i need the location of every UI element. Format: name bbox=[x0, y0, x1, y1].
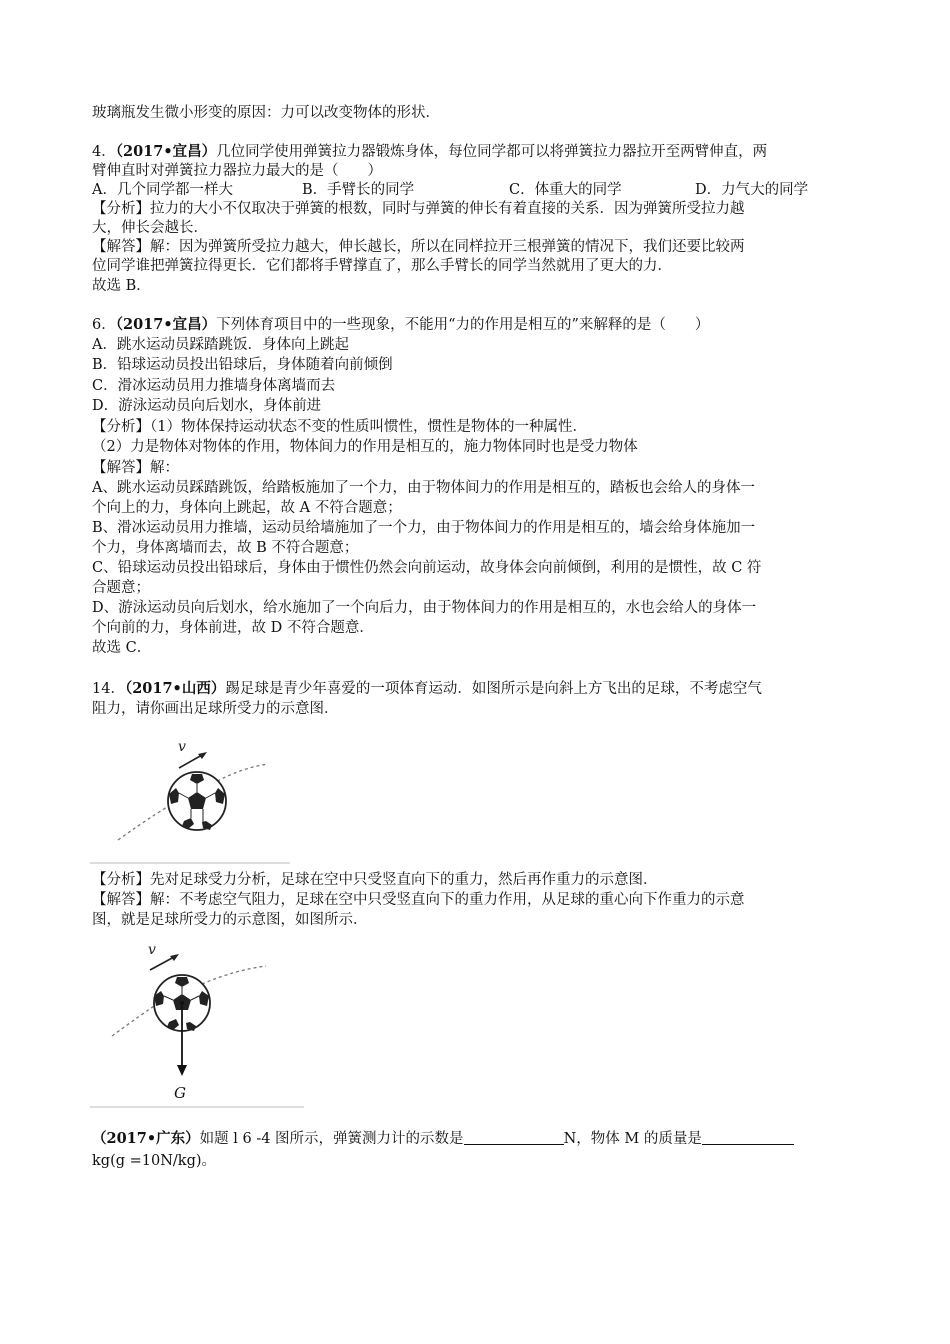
q6-option-b: B．铅球运动员投出铅球后，身体随着向前倾倒 bbox=[92, 357, 393, 373]
q6-answer-label: 【解答】 bbox=[92, 460, 150, 476]
q14-stem-line-2: 阻力，请你画出足球所受力的示意图． bbox=[92, 701, 339, 717]
soccer-ball-icon bbox=[168, 772, 226, 830]
q4-source: （2017•宜昌） bbox=[115, 143, 217, 160]
q6-option-c: C．滑冰运动员用力推墙身体离墙而去 bbox=[92, 378, 336, 394]
q6-option-a: A．跳水运动员踩踏跳饭．身体向上跳起 bbox=[92, 337, 349, 353]
intro-line: 玻璃瓶发生微小形变的原因：力可以改变物体的形状． bbox=[92, 105, 440, 121]
q4-stem-line-1 bbox=[92, 143, 767, 161]
q6-option-d: D．游泳运动员向后划水，身体前进 bbox=[92, 398, 322, 414]
velocity-label: v bbox=[148, 942, 156, 958]
q4-choice: 故选 B． bbox=[92, 278, 151, 294]
q-last-stem-a: 如题 l 6 -4 图所示，弹簧测力计的示数是 bbox=[199, 1131, 464, 1147]
q4-stem-text: 几位同学使用弹簧拉力器锻炼身体，每位同学都可以将弹簧拉力器拉开至两臂伸直，两 bbox=[216, 144, 768, 160]
q6-choice: 故选 C． bbox=[92, 640, 152, 656]
q14-stem-line-1 bbox=[92, 680, 762, 698]
q4-option-a: A．几个同学都一样大 bbox=[92, 182, 233, 198]
q4-stem-line-2: 臂伸直时对弹簧拉力器拉力最大的是（ ） bbox=[92, 163, 382, 179]
q4-analysis-line-1 bbox=[92, 200, 745, 218]
blank-spring-reading bbox=[464, 1130, 564, 1145]
q6-answer-line: A、跳水运动员踩踏跳饭，给踏板施加了一个力，由于物体间力的作用是相互的，踏板也会给人的身体一 bbox=[92, 480, 755, 496]
q6-answer-line: 个向前的力，身体前进，故 D 不符合题意． bbox=[92, 620, 374, 636]
q14-number: 14． bbox=[92, 681, 125, 697]
q4-answer-text: 解：因为弹簧所受拉力越大，伸长越长，所以在同样拉开三根弹簧的情况下，我们还要比较两 bbox=[150, 239, 745, 255]
q4-answer-line-1 bbox=[92, 238, 745, 256]
q14-answer-text: 解：不考虑空气阻力，足球在空中只受竖直向下的重力作用，从足球的重心向下作重力的示意 bbox=[150, 892, 745, 908]
q14-stem-text: 踢足球是青少年喜爱的一项体育运动．如图所示是向斜上方飞出的足球，不考虑空气 bbox=[225, 681, 762, 697]
q4-analysis-line-2: 大，伸长会越长． bbox=[92, 220, 208, 236]
q6-analysis-label: 【分析】 bbox=[92, 419, 150, 435]
q-last-stem-line-1 bbox=[92, 1130, 794, 1148]
q6-answer-line: 合题意； bbox=[92, 580, 150, 596]
q4-analysis-label: 【分析】 bbox=[92, 201, 150, 217]
q14-analysis-line bbox=[92, 871, 658, 889]
q4-answer-line-2: 位同学谁把弹簧拉得更长．它们都将手臂撑直了，那么手臂长的同学当然就用了更大的力． bbox=[92, 258, 672, 274]
q6-stem-line bbox=[92, 316, 709, 334]
q6-answer-line: C、铅球运动员投出铅球后，身体由于惯性仍然会向前运动，故身体会向前倾倒，利用的是惯性，故 C 符 bbox=[92, 560, 762, 576]
q6-answer-head bbox=[92, 459, 179, 477]
q6-answer-line: B、滑冰运动员用力推墙，运动员给墙施加了一个力，由于物体间力的作用是相互的，墙会给身体施加一 bbox=[92, 520, 756, 536]
q6-answer-line: D、游泳运动员向后划水，给水施加了一个向后力，由于物体间力的作用是相互的，水也会给人的身体一 bbox=[92, 600, 757, 616]
q14-answer-label: 【解答】 bbox=[92, 892, 150, 908]
q14-answer-line-2: 图，就是足球所受力的示意图，如图所示． bbox=[92, 912, 368, 928]
q14-source: （2017•山西） bbox=[124, 680, 226, 697]
q14-analysis-text: 先对足球受力分析，足球在空中只受竖直向下的重力，然后再作重力的示意图． bbox=[150, 872, 658, 888]
q4-option-d: D．力气大的同学 bbox=[695, 182, 809, 198]
gravity-label: G bbox=[174, 1084, 186, 1102]
q6-source: （2017•宜昌） bbox=[115, 316, 217, 333]
q6-answer-head-text: 解： bbox=[150, 460, 179, 476]
q6-number: 6． bbox=[92, 317, 116, 333]
soccer-ball-figure bbox=[90, 722, 290, 864]
blank-mass bbox=[702, 1130, 794, 1145]
q4-number: 4． bbox=[92, 144, 116, 160]
q4-analysis-text: 拉力的大小不仅取决于弹簧的根数，同时与弹簧的伸长有着直接的关系．因为弹簧所受拉力越 bbox=[150, 201, 745, 217]
velocity-label: v bbox=[178, 739, 186, 755]
q-last-stem-b: N，物体 M 的质量是 bbox=[563, 1131, 702, 1147]
q6-answer-line: 个向上的力，身体向上跳起，故 A 不符合题意； bbox=[92, 500, 402, 516]
center-of-gravity bbox=[180, 1001, 184, 1005]
q6-analysis-line-1 bbox=[92, 418, 587, 436]
q6-answer-line: 个力，身体离墙而去，故 B 不符合题意； bbox=[92, 540, 359, 556]
q6-analysis-line-2: （2）力是物体对物体的作用，物体间力的作用是相互的，施力物体同时也是受力物体 bbox=[92, 439, 638, 455]
q14-answer-line-1 bbox=[92, 891, 745, 909]
q4-option-b: B．手臂长的同学 bbox=[302, 182, 415, 198]
q6-stem-text: 下列体育项目中的一些现象，不能用“力的作用是相互的”来解释的是（ ） bbox=[216, 317, 710, 333]
q6-analysis-text-1: （1）物体保持运动状态不变的性质叫惯性，惯性是物体的一种属性． bbox=[150, 419, 587, 435]
q4-answer-label: 【解答】 bbox=[92, 239, 150, 255]
q-last-source: （2017•广东） bbox=[92, 1130, 200, 1147]
q-last-stem-line-2: kg(g =10N/kg)。 bbox=[92, 1153, 217, 1169]
gravity-figure bbox=[90, 940, 304, 1110]
q4-option-c: C．体重大的同学 bbox=[509, 182, 622, 198]
q14-analysis-label: 【分析】 bbox=[92, 872, 150, 888]
